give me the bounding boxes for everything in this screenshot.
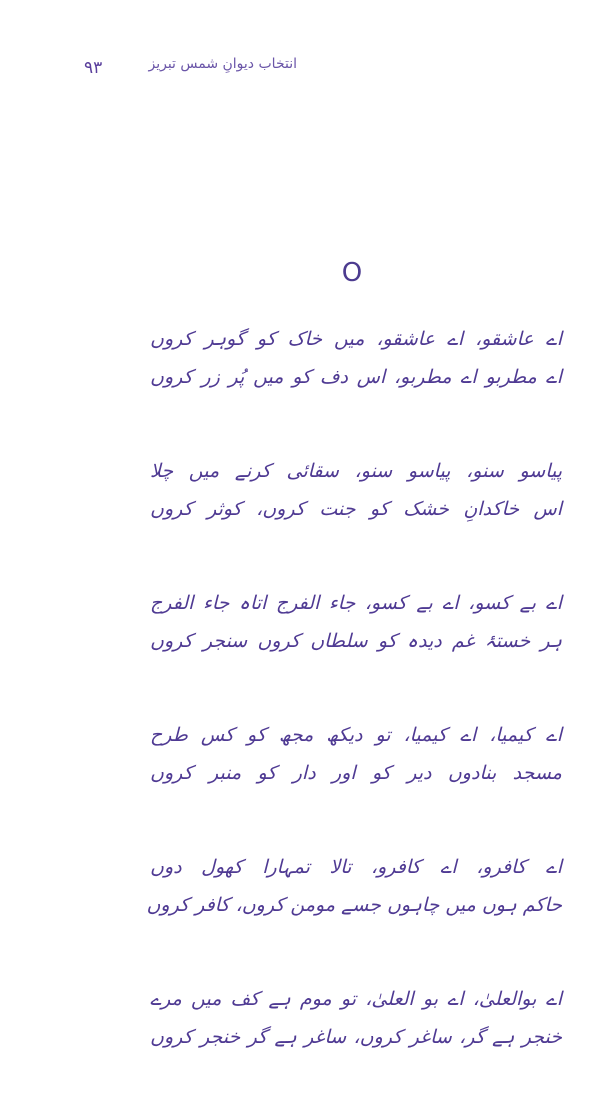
- verse-line: اے کیمیا، اے کیمیا، تو دیکھ مجھ کو کس طرح: [150, 724, 562, 746]
- stanza: [146, 848, 562, 924]
- stanza: [150, 716, 562, 792]
- verse-line: اے عاشقو، اے عاشقو، میں خاک کو گوہر کروں: [150, 328, 562, 350]
- verse-line: اے بوالعلیٰ، اے بو العلیٰ، تو موم ہے کف میں مرے: [150, 988, 562, 1010]
- page-header: [0, 54, 614, 86]
- stanza: [150, 452, 562, 528]
- verse-line: اس خاکدانِ خشک کو جنت کروں، کوثر کروں: [150, 498, 562, 520]
- poem-ornament: O: [341, 258, 363, 288]
- verse-line: حاکم ہوں میں چاہوں جسے مومن کروں، کافر کروں: [146, 894, 562, 916]
- stanza: [150, 320, 562, 396]
- verse-line: پیاسو سنو، پیاسو سنو، سقائی کرنے میں چلا: [150, 460, 562, 482]
- running-title: انتخاب دیوانِ شمس تبریز: [148, 56, 297, 72]
- verse-line: اے کافرو، اے کافرو، تالا تمہارا کھول دوں: [150, 856, 562, 878]
- verse-line: مسجد بنادوں دیر کو اور دار کو منبر کروں: [150, 762, 562, 784]
- stanza: [150, 980, 562, 1056]
- verse-line: اے مطربو اے مطربو، اس دف کو میں پُر زر کروں: [150, 366, 562, 388]
- stanza: [150, 584, 562, 660]
- verse-line: خنجر ہے گر، ساغر کروں، ساغر ہے گر خنجر کروں: [150, 1026, 562, 1048]
- poem-body: [146, 320, 562, 1112]
- page-number: ۹۳: [84, 58, 103, 78]
- verse-line: اے بے کسو، اے بے کسو، جاء الفرج اتاہ جاء الفرج: [150, 592, 562, 614]
- verse-line: ہر خستۂ غم دیدہ کو سلطاں کروں سنجر کروں: [150, 630, 562, 652]
